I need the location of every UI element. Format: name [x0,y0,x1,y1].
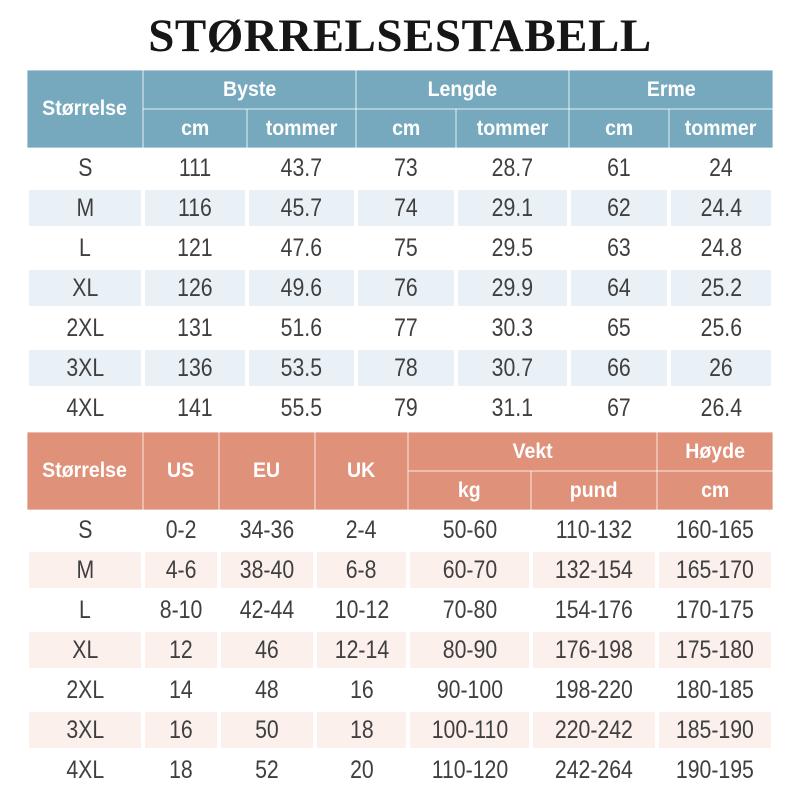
cell-value: 53.5 [280,353,323,382]
value-cell [410,752,529,788]
cell-value: 160-165 [676,515,754,544]
cell-value: 190-195 [676,755,754,784]
size-cell [29,390,141,426]
size-cell [29,712,141,748]
col-header-label: Størrelse [42,459,128,482]
cell-value: S [77,515,93,544]
value-cell [571,190,667,226]
value-cell [671,190,771,226]
cell-value: 175-180 [676,635,754,664]
value-cell [145,752,217,788]
cell-value: 121 [177,233,213,262]
col-header-uk [317,434,406,508]
table-row [29,230,771,266]
cell-value: 100-110 [431,715,508,744]
cell-value: 132-154 [555,555,633,584]
value-cell [358,390,454,426]
cell-value: 25.6 [700,313,742,342]
cell-value: 55.5 [280,393,323,422]
value-cell [145,712,217,748]
value-cell [249,350,354,386]
value-cell [317,752,406,788]
value-cell [358,270,454,306]
table-row [29,390,771,426]
cell-value: 185-190 [676,715,754,744]
cell-value: 6-8 [346,555,377,584]
size-cell [29,672,141,708]
value-cell [221,632,313,668]
cell-value: 2XL [66,313,104,342]
value-cell [221,672,313,708]
cell-value: 76 [394,273,418,302]
value-cell [458,350,567,386]
cell-value: 24 [709,153,733,182]
cell-value: 2-4 [346,515,377,544]
cell-value: 16 [349,675,374,704]
cell-value: 52 [255,755,279,784]
subcol-header-byste-cm [145,111,245,146]
value-cell [221,752,313,788]
cell-value: XL [71,273,99,302]
cell-value: 110-132 [555,515,633,544]
col-header-label: Byste [222,77,277,101]
cell-value: 170-175 [676,595,754,624]
table-row [29,752,771,788]
cell-value: 51.6 [280,313,323,342]
cell-value: 176-198 [555,635,633,664]
subcol-header-erme-tommer [671,111,771,146]
value-cell [145,190,245,226]
value-cell [358,190,454,226]
col-header-label: Lengde [427,77,498,101]
size-cell [29,190,141,226]
value-cell [145,390,245,426]
table-row [29,190,771,226]
value-cell [317,512,406,548]
cell-value: 74 [394,193,418,222]
value-cell [410,672,529,708]
cell-value: 29.9 [491,273,534,302]
cell-value: 126 [177,273,213,302]
size-cell [29,632,141,668]
cell-value: 47.6 [280,233,323,262]
size-cell [29,350,141,386]
cell-value: 12 [169,635,193,664]
cell-value: 180-185 [676,675,754,704]
cell-value: 43.7 [280,153,323,182]
cell-value: XL [71,635,99,664]
value-cell [221,712,313,748]
value-cell [145,632,217,668]
cell-value: 16 [169,715,193,744]
header-group-row [29,434,771,469]
cell-value: 61 [607,153,631,182]
value-cell [410,632,529,668]
value-cell [317,552,406,588]
cell-value: 65 [607,313,631,342]
sizing-table [25,430,775,792]
cell-value: M [76,555,94,584]
cell-value: 45.7 [280,193,323,222]
cell-value: 24.4 [700,193,742,222]
cell-value: 48 [255,675,279,704]
col-header-label: Høyde [685,439,745,463]
cell-value: S [77,153,93,182]
value-cell [145,672,217,708]
value-cell [145,150,245,186]
value-cell [249,390,354,426]
cell-value: 62 [607,193,631,222]
cell-value: 8-10 [159,595,203,624]
value-cell [458,270,567,306]
cell-value: 50-60 [442,515,497,544]
subcol-header-label: pund [570,478,618,502]
size-cell [29,150,141,186]
table-row [29,552,771,588]
size-cell [29,310,141,346]
col-header-erme [571,72,771,107]
value-cell [145,552,217,588]
cell-value: 165-170 [676,555,754,584]
col-header-label: US [167,459,195,482]
measurements-table-body [29,150,771,426]
value-cell [410,592,529,628]
cell-value: 30.7 [491,353,534,382]
cell-value: 154-176 [555,595,633,624]
col-header-label: Erme [646,77,696,101]
cell-value: 242-264 [555,755,633,784]
cell-value: 75 [394,233,418,262]
table-row [29,632,771,668]
value-cell [358,230,454,266]
cell-value: 116 [178,193,212,222]
size-chart-page [0,6,800,792]
cell-value: 90-100 [436,675,503,704]
measurements-table-header [29,72,771,146]
cell-value: L [79,233,91,262]
value-cell [533,672,655,708]
cell-value: 10-12 [334,595,389,624]
cell-value: 111 [178,153,212,182]
value-cell [671,150,771,186]
cell-value: M [76,193,94,222]
cell-value: 26.4 [700,393,742,422]
cell-value: 20 [349,755,374,784]
cell-value: 67 [607,393,631,422]
page-title: STØRRELSESTABELL [148,10,652,62]
subcol-header-label: kg [458,478,481,502]
cell-value: 3XL [66,353,104,382]
col-header-hoyde [659,434,771,469]
header-group-row [29,72,771,107]
cell-value: 46 [255,635,279,664]
cell-value: 28.7 [491,153,534,182]
value-cell [249,310,354,346]
cell-value: 60-70 [442,555,497,584]
value-cell [145,512,217,548]
cell-value: 14 [169,675,193,704]
cell-value: 0-2 [165,515,197,544]
subcol-header-label: tommer [685,116,757,140]
value-cell [458,190,567,226]
subcol-header-label: cm [180,116,210,140]
value-cell [358,150,454,186]
col-header-label: Størrelse [42,97,128,120]
cell-value: 136 [177,353,213,382]
subcol-header-label: cm [604,116,634,140]
value-cell [145,230,245,266]
subcol-header-lengde-tommer [458,111,567,146]
value-cell [249,190,354,226]
value-cell [659,512,771,548]
subcol-header-label: tommer [476,116,549,140]
cell-value: 80-90 [442,635,497,664]
cell-value: 30.3 [491,313,534,342]
subcol-header-byste-tommer [249,111,354,146]
col-header-label: Vekt [512,439,553,463]
subcol-header-label: cm [700,478,730,502]
sizing-table-header [29,434,771,508]
cell-value: 18 [349,715,374,744]
value-cell [221,592,313,628]
table-row [29,672,771,708]
cell-value: 79 [394,393,418,422]
value-cell [317,672,406,708]
cell-value: 66 [607,353,631,382]
size-cell [29,512,141,548]
value-cell [571,150,667,186]
table-row [29,712,771,748]
value-cell [317,712,406,748]
subcol-header-lengde-cm [358,111,454,146]
cell-value: 29.5 [491,233,534,262]
value-cell [533,632,655,668]
value-cell [533,512,655,548]
sizing-table-body [29,512,771,788]
cell-value: 2XL [66,675,104,704]
col-header-us [145,434,217,508]
table-row [29,310,771,346]
cell-value: 220-242 [555,715,633,744]
value-cell [571,270,667,306]
value-cell [145,592,217,628]
cell-value: 110-120 [431,755,508,784]
cell-value: 78 [394,353,418,382]
cell-value: 198-220 [555,675,633,704]
value-cell [249,150,354,186]
cell-value: 24.8 [700,233,742,262]
cell-value: 50 [255,715,279,744]
value-cell [659,752,771,788]
value-cell [659,712,771,748]
col-header-lengde [358,72,567,107]
col-header-storrelse [29,72,141,146]
cell-value: 131 [177,313,213,342]
subcol-header-vekt-kg [410,473,529,508]
table-row [29,350,771,386]
value-cell [145,350,245,386]
value-cell [671,310,771,346]
value-cell [410,552,529,588]
value-cell [659,672,771,708]
size-cell [29,592,141,628]
cell-value: 4XL [66,393,104,422]
cell-value: 141 [177,393,213,422]
value-cell [358,310,454,346]
cell-value: 49.6 [280,273,323,302]
value-cell [671,270,771,306]
value-cell [533,752,655,788]
cell-value: 3XL [66,715,104,744]
value-cell [145,270,245,306]
cell-value: 31.1 [491,393,534,422]
col-header-eu [221,434,313,508]
cell-value: 70-80 [442,595,497,624]
value-cell [659,592,771,628]
value-cell [458,230,567,266]
cell-value: 34-36 [239,515,295,544]
cell-value: 4-6 [165,555,197,584]
value-cell [221,512,313,548]
cell-value: 25.2 [700,273,742,302]
value-cell [458,310,567,346]
value-cell [659,552,771,588]
cell-value: 12-14 [334,635,389,664]
value-cell [659,632,771,668]
table-row [29,512,771,548]
value-cell [533,552,655,588]
value-cell [533,712,655,748]
value-cell [671,390,771,426]
cell-value: L [79,595,91,624]
value-cell [249,230,354,266]
size-cell [29,752,141,788]
value-cell [317,632,406,668]
col-header-label: EU [253,459,281,482]
measurements-table [25,68,775,430]
value-cell [571,350,667,386]
value-cell [410,712,529,748]
value-cell [571,390,667,426]
cell-value: 4XL [66,755,104,784]
value-cell [671,230,771,266]
cell-value: 64 [607,273,631,302]
cell-value: 63 [607,233,631,262]
cell-value: 29.1 [491,193,534,222]
table-row [29,270,771,306]
value-cell [221,552,313,588]
col-header-byste [145,72,354,107]
col-header-storrelse [29,434,141,508]
value-cell [358,350,454,386]
table-row [29,150,771,186]
value-cell [458,150,567,186]
value-cell [145,310,245,346]
cell-value: 38-40 [239,555,295,584]
col-header-label: UK [347,459,376,482]
size-cell [29,552,141,588]
subcol-header-label: tommer [265,116,338,140]
subcol-header-vekt-pund [533,473,655,508]
value-cell [571,310,667,346]
subcol-header-erme-cm [571,111,667,146]
col-header-vekt [410,434,655,469]
table-row [29,592,771,628]
value-cell [317,592,406,628]
subcol-header-label: cm [391,116,421,140]
value-cell [571,230,667,266]
subcol-header-hoyde-cm [659,473,771,508]
value-cell [410,512,529,548]
value-cell [533,592,655,628]
size-cell [29,230,141,266]
cell-value: 42-44 [239,595,295,624]
cell-value: 18 [169,755,193,784]
cell-value: 77 [394,313,418,342]
value-cell [671,350,771,386]
value-cell [458,390,567,426]
cell-value: 26 [709,353,733,382]
size-cell [29,270,141,306]
value-cell [249,270,354,306]
cell-value: 73 [394,153,418,182]
